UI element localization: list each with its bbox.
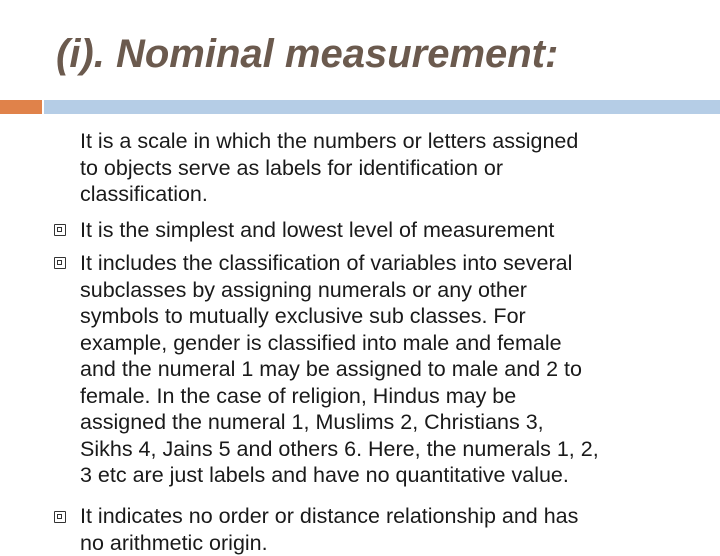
bullet-icon (54, 511, 66, 523)
bullet-item-classification: It includes the classification of variables into several subclasses by assigning numerals or any other symbols to mutually exclusive sub classes. For example, gender is classified into male and female and the numeral 1 may be assigned to male and 2 to female. In the case of religion, Hindus may be assigned the numeral 1, Muslims 2, Christians 3, Sikhs 4, Jains 5 and others 6. Here, the numerals 1, 2, 3 etc are just labels and have no quantitative value. (80, 251, 599, 487)
title-rule-accent (0, 100, 42, 114)
slide-title: (i). Nominal measurement: (56, 32, 559, 76)
bullet-item-no-order: It indicates no order or distance relationship and has no arithmetic origin. (80, 504, 579, 555)
title-rule-bar (44, 100, 720, 114)
bullet-item-simplest: It is the simplest and lowest level of measurement (80, 218, 555, 242)
body-paragraph-intro: It is a scale in which the numbers or letters assigned to objects serve as labels for identification or classification. (80, 129, 579, 206)
bullet-icon (54, 257, 66, 269)
bullet-icon (54, 224, 66, 236)
